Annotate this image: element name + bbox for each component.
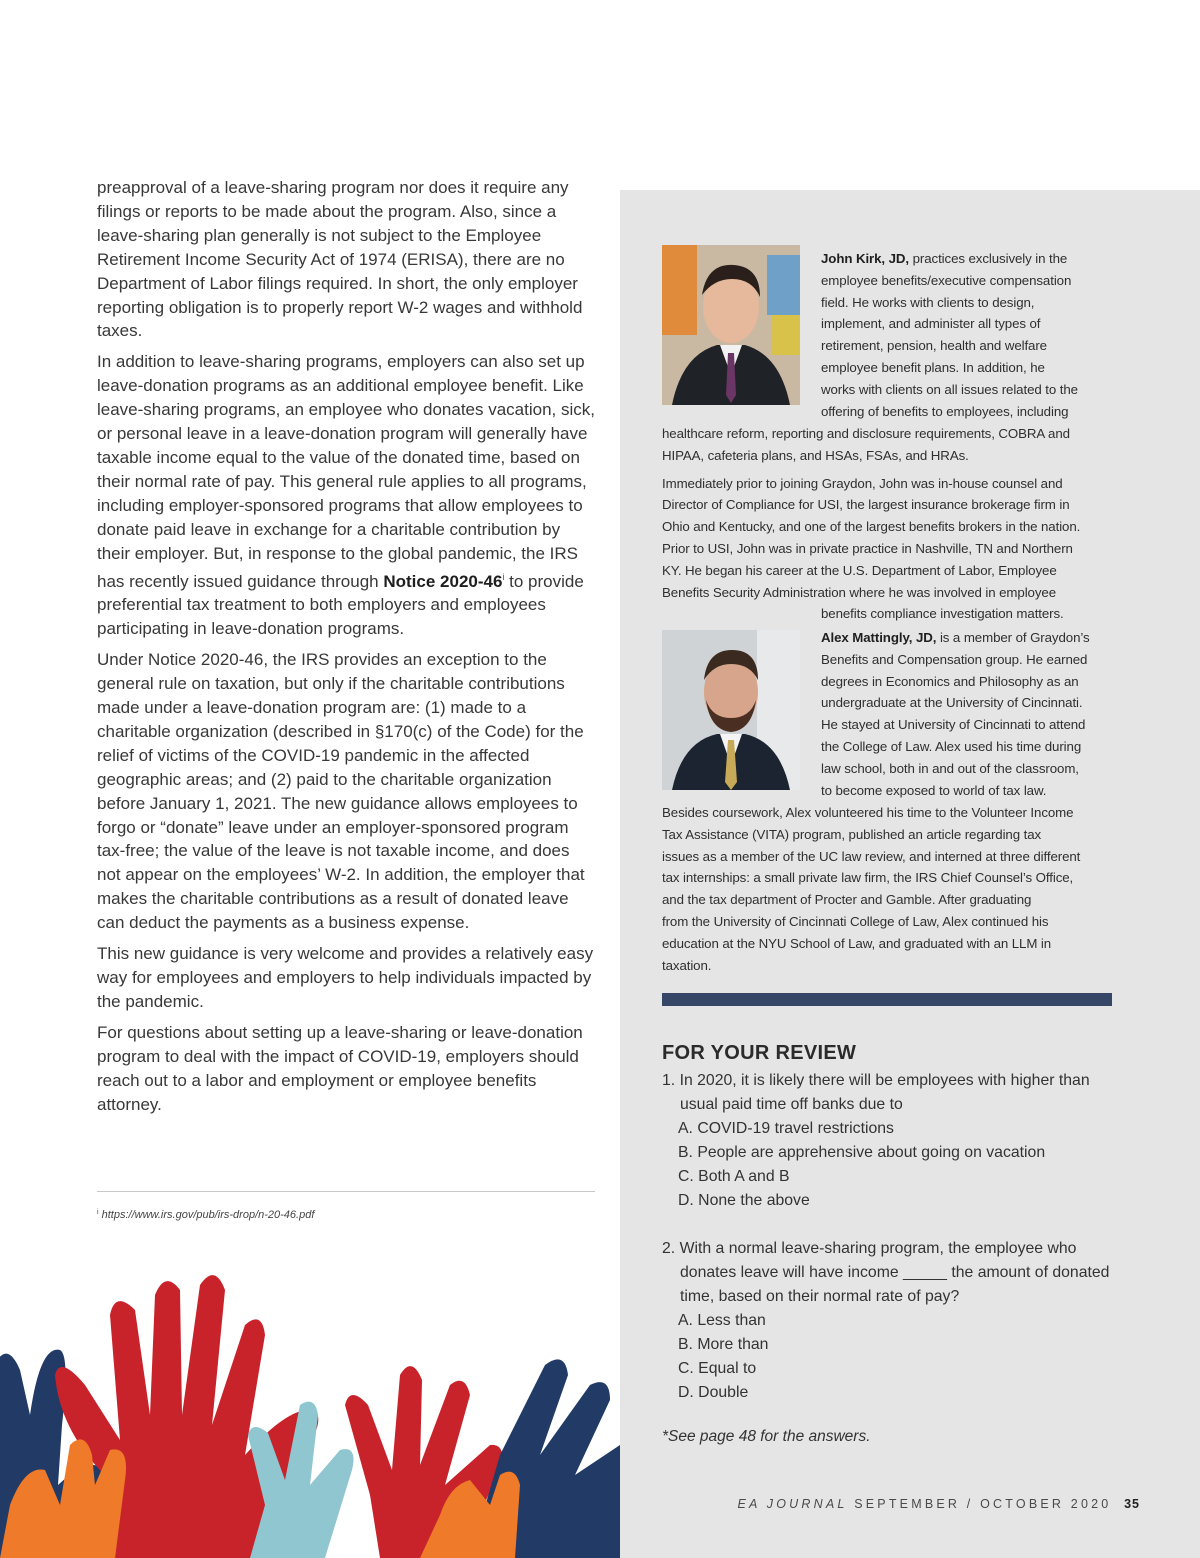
answers-note: *See page 48 for the answers. [662,1428,871,1445]
raised-hands-illustration [0,1255,620,1558]
question-1-option-c: C. Both A and B [678,1168,790,1185]
article-paragraph-3: Under Notice 2020-46, the IRS provides an exception to the general rule on taxation, but only if the charitable contributions made under a leave-donation program are: (1) made to a charitable organization (described in §170(c) of the Code) for the relief of victims of the COVID-19 pandemic in the affected geographic areas; and (2) paid to the charitable organization before January 1, 2021. The new guidance allows employees to forgo or “donate” leave under an employer-sponsored program tax-free; the value of the leave is not taxable income, and does not appear on the employees’ W-2. In addition, the employer that makes the charitable contributions as a result of donated leave can deduct the payments as a business expense. [97,650,585,933]
kirk-bio-line: works with clients on all issues related to the [821,381,1078,397]
mattingly-bio-line: issues as a member of the UC law review, and interned at three different [662,848,1081,864]
article-paragraph-5: For questions about setting up a leave-sharing or leave-donation program to deal with the impact of COVID-19, employers should reach out to a labor and employment or employee benefits attorney. [97,1022,583,1114]
review-title: FOR YOUR REVIEW [662,1042,857,1064]
mattingly-name: Alex Mattingly, JD, [821,630,937,645]
article-paragraph-4: This new guidance is very welcome and provides a relatively easy way for employees and employers to help individuals impacted by the pandemic. [97,944,594,1011]
question-2-option-a: A. Less than [678,1312,766,1329]
notice-reference: Notice 2020-46 [383,571,503,591]
mattingly-bio-line: tax internships: a small private law firm, the IRS Chief Counsel’s Office, [662,870,1074,886]
mattingly-bio-beside-photo [821,627,1090,801]
mattingly-bio-line: from the University of Cincinnati College of Law, Alex continued his [662,913,1049,929]
mattingly-bio-line: undergraduate at the University of Cincinnati. [821,695,1083,711]
kirk-bio-line: KY. He began his career at the U.S. Department of Labor, Employee [662,562,1057,578]
question-2: 2. With a normal leave-sharing program, the employee who donates leave will have income _____ the amount of donated time, based on their normal rate of pay? [662,1240,1110,1305]
question-1: 1. In 2020, it is likely there will be employees with higher than usual paid time off banks due to [662,1072,1090,1113]
kirk-bio-line: implement, and administer all types of [821,316,1041,332]
kirk-bio-line: healthcare reform, reporting and disclosure requirements, COBRA and [662,426,1070,441]
kirk-bio-line: field. He works with clients to design, [821,294,1035,310]
kirk-bio-line: employee benefit plans. In addition, he [821,359,1045,375]
mattingly-bio-full-width [662,802,1080,976]
question-1-option-d: D. None the above [678,1192,810,1209]
kirk-bio-line: Benefits Security Administration where he was involved in employee [662,584,1056,600]
question-1-option-b: B. People are apprehensive about going on vacation [678,1144,1046,1161]
footnote-marker: i [502,571,505,582]
footnote-link[interactable]: https://www.irs.gov/pub/irs-drop/n-20-46.pdf [101,1209,315,1221]
issue-date: SEPTEMBER / OCTOBER 2020 [854,1497,1112,1511]
footnote-number: i [97,1209,99,1216]
question-2-option-b: B. More than [678,1336,769,1353]
question-2-option-d: D. Double [678,1384,749,1401]
mattingly-bio-line-text: is a member of Graydon’s [936,630,1090,645]
hand-blue-mid [248,1402,354,1558]
footnote [97,1209,314,1221]
kirk-bio-line-text: practices exclusively in the [909,251,1068,266]
mattingly-bio-line: Besides coursework, Alex volunteered his time to the Volunteer Income [662,805,1074,820]
kirk-bio-line: employee benefits/executive compensation [821,272,1072,288]
question-2-option-c: C. Equal to [678,1360,757,1377]
mattingly-bio-line: taxation. [662,957,712,973]
kirk-bio-full-width [662,423,1080,625]
kirk-bio-beside-photo [821,248,1078,422]
kirk-bio-line: Prior to USI, John was in private practice in Nashville, TN and Northern [662,540,1073,556]
mattingly-bio-line: and the tax department of Procter and Gamble. After graduating [662,892,1032,908]
kirk-bio-line: benefits compliance investigation matters. [821,606,1064,622]
section-divider-bar [662,993,1112,1006]
kirk-bio-line: Ohio and Kentucky, and one of the largest benefits brokers in the nation. [662,519,1081,535]
article-paragraph-2 [97,350,597,641]
mattingly-bio-line: Tax Assistance (VITA) program, published an article regarding tax [662,826,1042,842]
mattingly-bio-line: to become exposed to world of tax law. [821,782,1047,798]
kirk-bio-line [821,248,1078,270]
kirk-bio-line: offering of benefits to employees, including [821,403,1069,419]
review-questions [662,1069,1122,1405]
john-kirk-photo [662,245,800,405]
article-body [97,176,597,1123]
page-footer [738,1497,1141,1511]
journal-name: EA JOURNAL [737,1497,848,1511]
mattingly-bio-line: education at the NYU School of Law, and graduated with an LLM in [662,935,1052,951]
mattingly-bio-line: the College of Law. Alex used his time during [821,738,1082,754]
kirk-bio-line: retirement, pension, health and welfare [821,338,1047,354]
alex-mattingly-photo [662,630,800,790]
mattingly-bio-line: degrees in Economics and Philosophy as an [821,673,1079,689]
kirk-name: John Kirk, JD, [821,251,910,266]
mattingly-bio-line: Benefits and Compensation group. He earned [821,651,1088,667]
article-paragraph-1: preapproval of a leave-sharing program nor does it require any filings or reports to be made about the program. Also, since a leave-sharing plan generally is not subject to the Employee Retirement Income Security Act of 1974 (ERISA), there are no Department of Labor filings required. In short, the only employer reporting obligation is to properly report W-2 wages and withhold taxes. [97,178,583,341]
kirk-bio-line: Immediately prior to joining Graydon, John was in-house counsel and [662,475,1063,491]
kirk-bio-line: Director of Compliance for USI, the largest insurance brokerage firm in [662,497,1070,513]
question-1-option-a: A. COVID-19 travel restrictions [678,1120,894,1137]
mattingly-bio-line [821,627,1090,649]
page-number: 35 [1124,1497,1140,1511]
mattingly-bio-line: law school, both in and out of the classroom, [821,760,1079,776]
article-paragraph-2-text: In addition to leave-sharing programs, employers can also set up leave-donation programs as an additional employee benefit. Like leave-sharing programs, an employee who donates vacation, sick, or personal leave in a leave-donation program will generally have taxable income equal to the value of the donated time, based on their normal rate of pay. This general rule applies to all programs, including employer-sponsored programs that allow employees to donate paid leave in exchange for a charitable contribution by their employer. But, in response to the global pandemic, the IRS has recently issued guidance through [97,352,595,591]
mattingly-bio-line: He stayed at University of Cincinnati to attend [821,717,1086,733]
article-paragraph-2-tail: to provide preferential tax treatment to both employers and employees participating in leave-donation programs. [97,571,584,639]
kirk-bio-line: HIPAA, cafeteria plans, and HSAs, FSAs, and HRAs. [662,447,969,463]
footnote-divider [97,1191,595,1192]
